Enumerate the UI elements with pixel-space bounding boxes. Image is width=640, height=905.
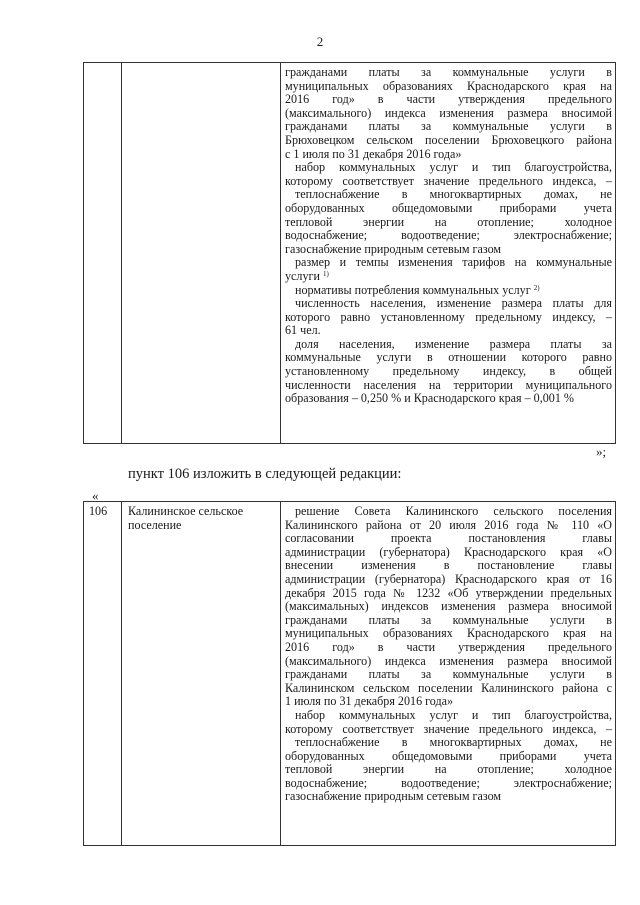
text-line: которому соответствует значение предельного индекса, – [285,721,612,736]
text-line: водоснабжение; водоотведение; электроснабжение; [285,228,612,243]
text-line: оборудованных общедомовыми приборами учета [285,200,612,215]
text-line: тепловой энергии на отопление; холодное [285,214,612,229]
settlement-name-cell [122,63,281,444]
text-line: муниципальных образованиях Краснодарского края на [285,626,612,641]
text-line: оборудованных общедомовыми приборами учета [285,748,612,763]
parameters-cell [281,63,616,444]
text-line: гражданами платы за коммунальные услуги в [285,667,612,682]
text-line: гражданами платы за коммунальные услуги в [285,119,612,134]
text-line: (максимального) индекса изменения размера вносимой [285,105,612,120]
closing-quote: »; [596,444,607,459]
amendment-instruction: пункт 106 изложить в следующей редакции: [128,466,402,482]
text-line [285,270,612,284]
text-line: которого равно установленному предельному индексу, – [285,309,612,324]
continued-table [83,62,616,444]
text-line: муниципальных образованиях Краснодарского края на [285,78,612,93]
text-line: администрации (губернатора) Краснодарского края от 16 [285,571,612,586]
footnote-marker: 1) [322,269,329,278]
text-line: решение Совета Калининского сельского поселения [295,504,612,518]
text-line: теплоснабжение в многоквартирных домах, не [295,187,612,202]
parameters-cell [281,502,616,846]
text-line: 2016 год» в части утверждения предельного [285,639,612,654]
text-line: Калининского района от 20 июля 2016 года № 110 «О [285,517,612,532]
text-line: (максимальных) индексов изменения размера вносимой [285,599,612,614]
text-line: размер и темпы изменения тарифов на коммунальные [295,255,612,270]
text-line: нормативы потребления коммунальных услуг [295,282,531,297]
text-line: численность населения, изменение размера платы для [295,296,612,311]
text-line: доля населения, изменение размера платы за [295,336,612,351]
text-line: газоснабжение природным сетевым газом [285,789,502,804]
text-line: 2016 год» в части утверждения предельного [285,92,612,107]
text-line: численности населения на территории муниципального [285,377,612,392]
table-row [84,63,616,444]
text-line: с 1 июля по 31 декабря 2016 года» [285,146,462,161]
text-line: коммунальные услуги в отношении которого равно [285,350,612,365]
row-number-cell: 106 [84,502,122,846]
text-line: 1 июля по 31 декабря 2016 года» [285,694,454,709]
opening-quote: « [92,488,99,503]
amended-table [83,501,616,846]
text-line: набор коммунальных услуг и тип благоустройства, [295,707,612,722]
text-line: которому соответствует значение предельного индекса, – [285,173,612,188]
text-line [285,284,612,298]
text-line: гражданами платы за коммунальные услуги в [285,612,612,627]
text-line: согласовании проекта постановления главы [285,531,612,546]
text-line: декабря 2015 года № 1232 «Об утверждении предельных [285,585,612,600]
footnote-marker: 2) [533,283,540,292]
text-line: Брюховецком сельском поселении Брюховецкого района [285,132,612,147]
settlement-name-cell: Калининское сельское поселение [122,502,281,846]
text-line: (максимального) индекса изменения размера вносимой [285,653,612,668]
text-line: водоснабжение; водоотведение; электроснабжение; [285,775,612,790]
text-line: теплоснабжение в многоквартирных домах, не [295,735,612,750]
text-line: внесении изменения в постановление главы [285,558,612,573]
page-number: 2 [316,34,324,49]
text-line: газоснабжение природным сетевым газом [285,241,502,256]
text-line: Калининском сельском поселении Калининского района с [285,680,612,695]
text-line: администрации (губернатора) Краснодарского края «О [285,544,612,559]
text-line: услуги [285,268,320,283]
text-line: тепловой энергии на отопление; холодное [285,762,612,777]
text-line: набор коммунальных услуг и тип благоустройства, [295,160,612,175]
text-line: установленному предельному индексу, в общей [285,364,612,379]
table-row [84,502,616,846]
text-line: образования – 0,250 % и Краснодарского края – 0,001 % [285,391,574,406]
text-line: гражданами платы за коммунальные услуги в [285,65,612,79]
text-line: 61 чел. [285,323,321,338]
row-number-cell [84,63,122,444]
